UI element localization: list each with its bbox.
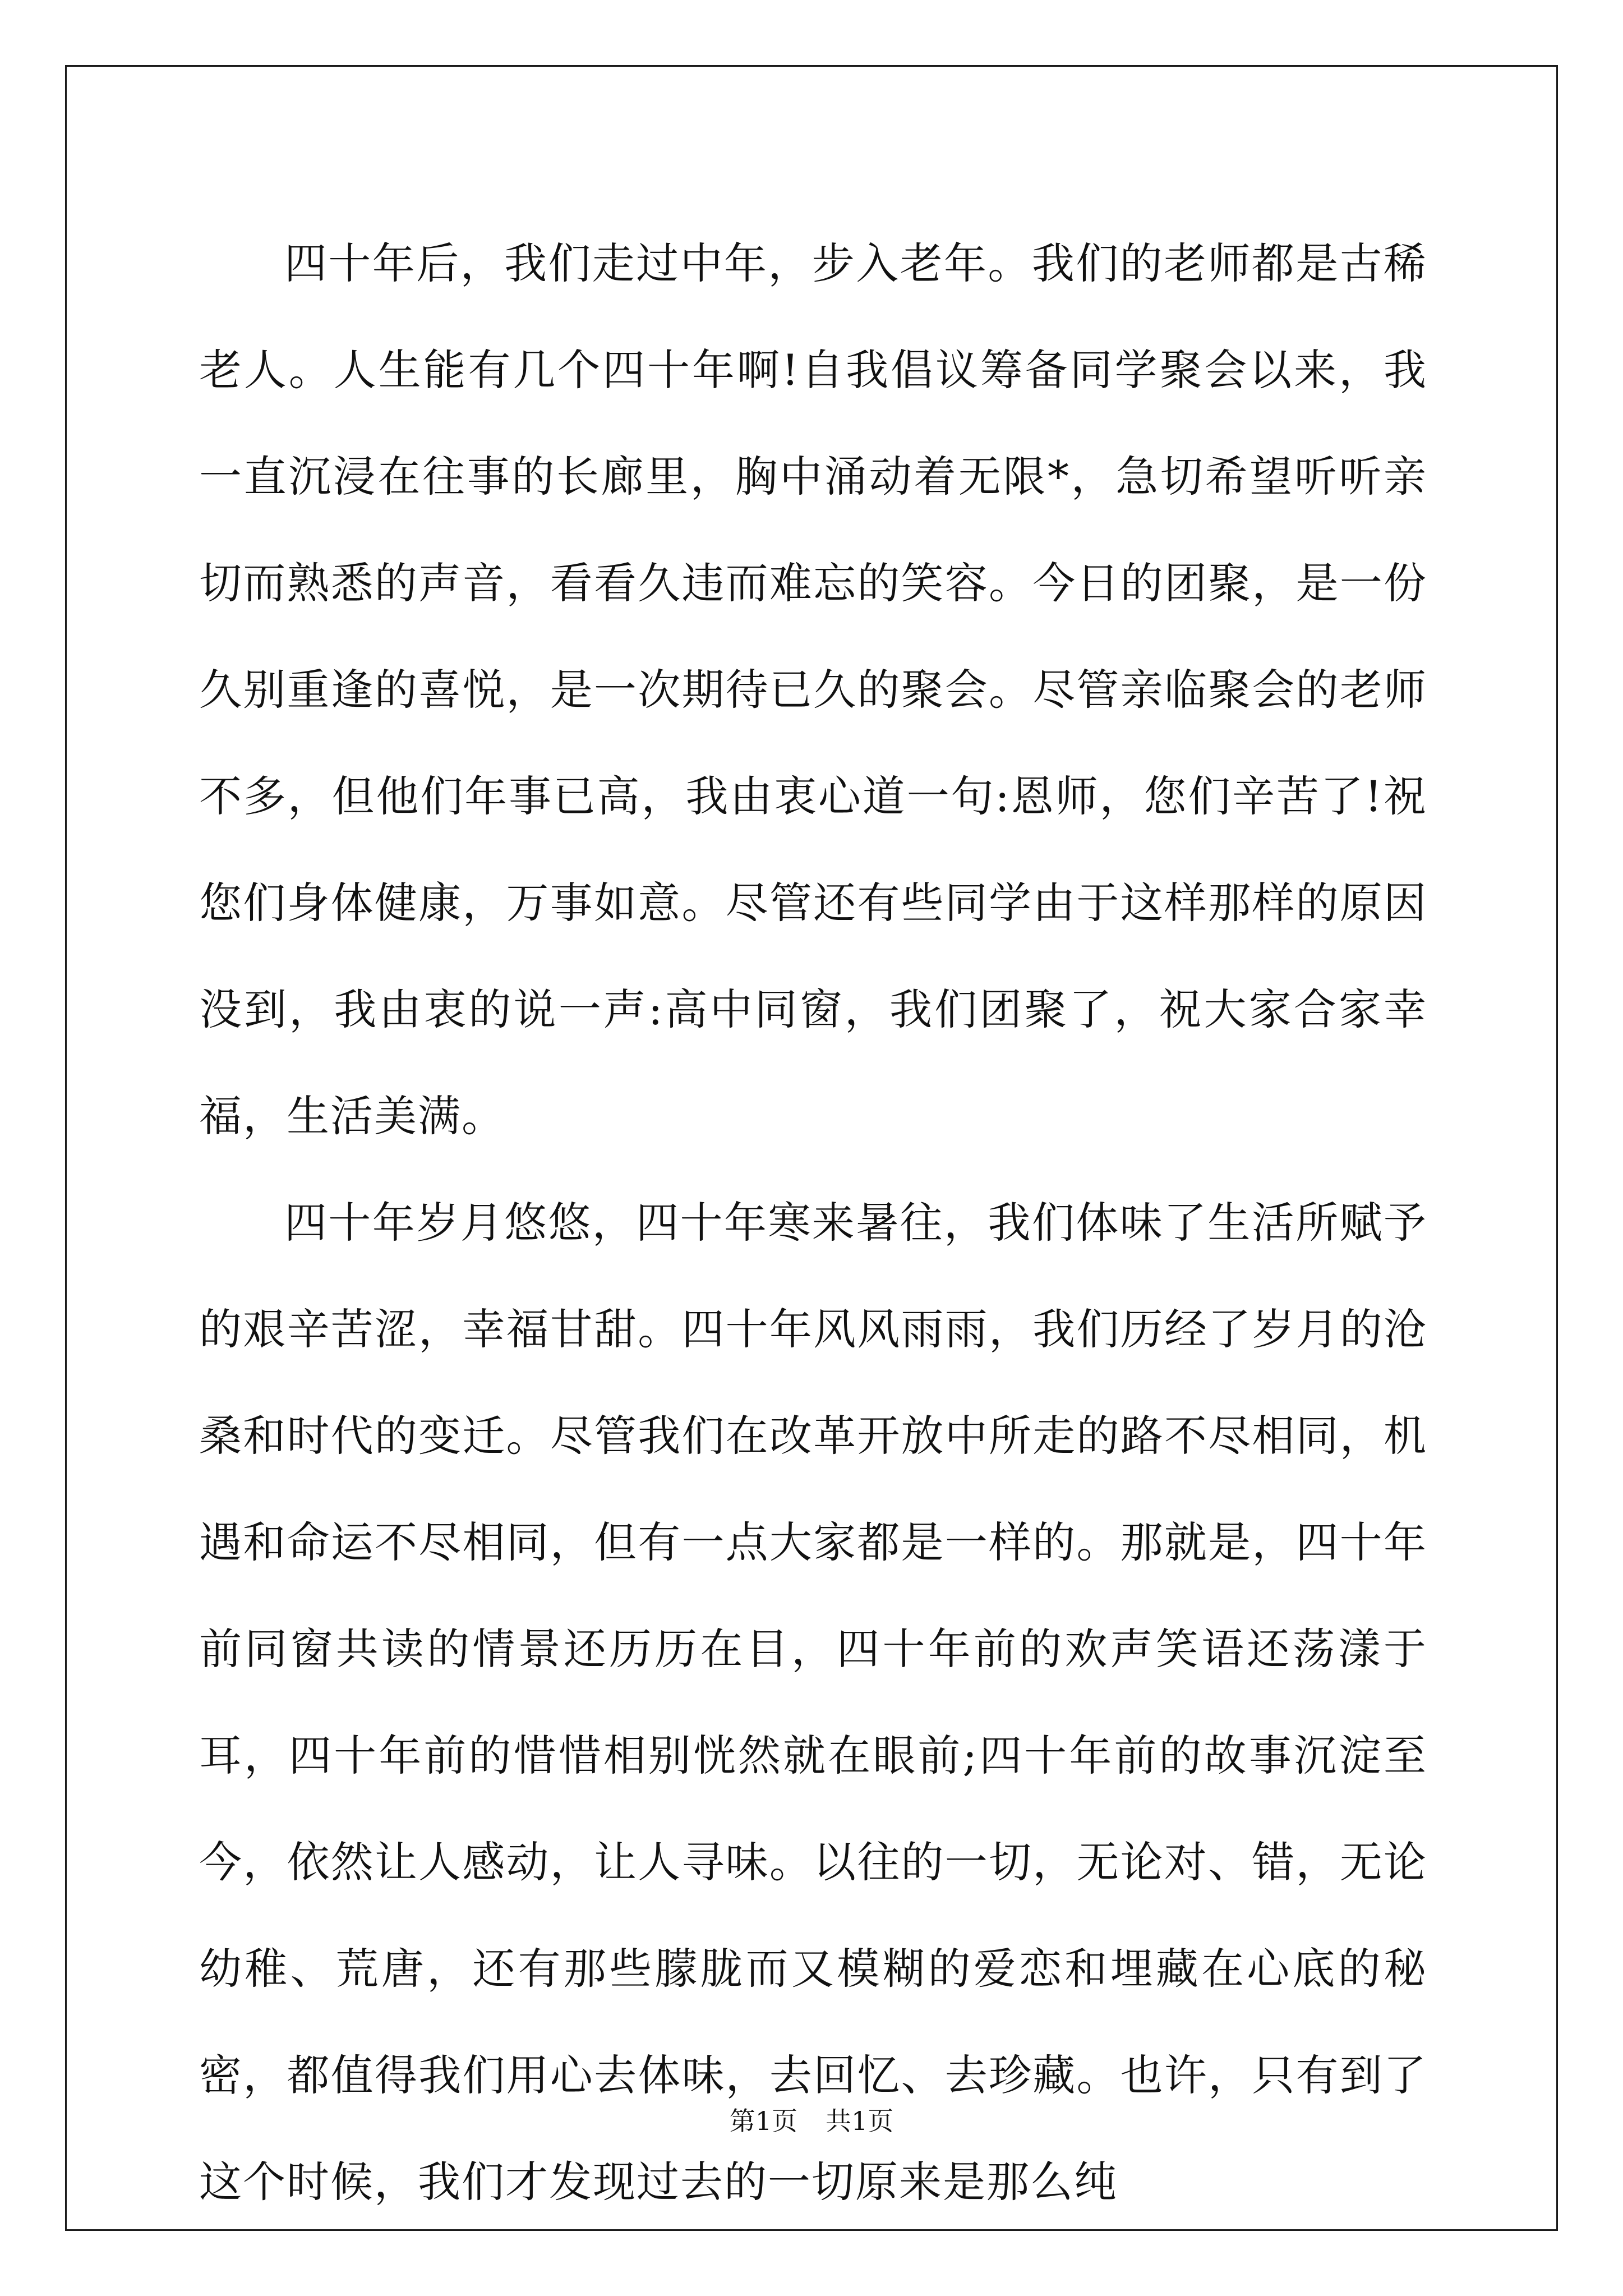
page-total: 共1页 xyxy=(826,2106,894,2136)
page-footer xyxy=(0,2101,1623,2138)
paragraph: 四十年岁月悠悠，四十年寒来暑往，我们体味了生活所赋予的艰辛苦涩，幸福甘甜。四十年风风雨雨，我们历经了岁月的沧桑和时代的变迁。尽管我们在改革开放中所走的路不尽相同，机遇和命运不尽相同，但有一点大家都是一样的。那就是，四十年前同窗共读的情景还历历在目，四十年前的欢声笑语还荡漾于耳，四十年前的惜惜相别恍然就在眼前;四十年前的故事沉淀至今，依然让人感动，让人寻味。以往的一切，无论对、错，无论幼稚、荒唐，还有那些朦胧而又模糊的爱恋和埋藏在心底的秘密，都值得我们用心去体味，去回忆、去珍藏。也许，只有到了这个时候，我们才发现过去的一切原来是那么纯 xyxy=(199,1198,1427,2207)
page-number: 第1页 xyxy=(729,2106,797,2136)
paragraph: 四十年后，我们走过中年，步入老年。我们的老师都是古稀老人。人生能有几个四十年啊!自我倡议筹备同学聚会以来，我一直沉浸在往事的长廊里，胸中涌动着无限*，急切希望听听亲切而熟悉的声音，看看久违而难忘的笑容。今日的团聚，是一份久别重逢的喜悦，是一次期待已久的聚会。尽管亲临聚会的老师不多，但他们年事已高，我由衷心道一句:恩师，您们辛苦了!祝您们身体健康，万事如意。尽管还有些同学由于这样那样的原因没到，我由衷的说一声:高中同窗，我们团聚了，祝大家合家幸福，生活美满。 xyxy=(199,238,1427,1141)
document-body xyxy=(199,210,1427,2235)
